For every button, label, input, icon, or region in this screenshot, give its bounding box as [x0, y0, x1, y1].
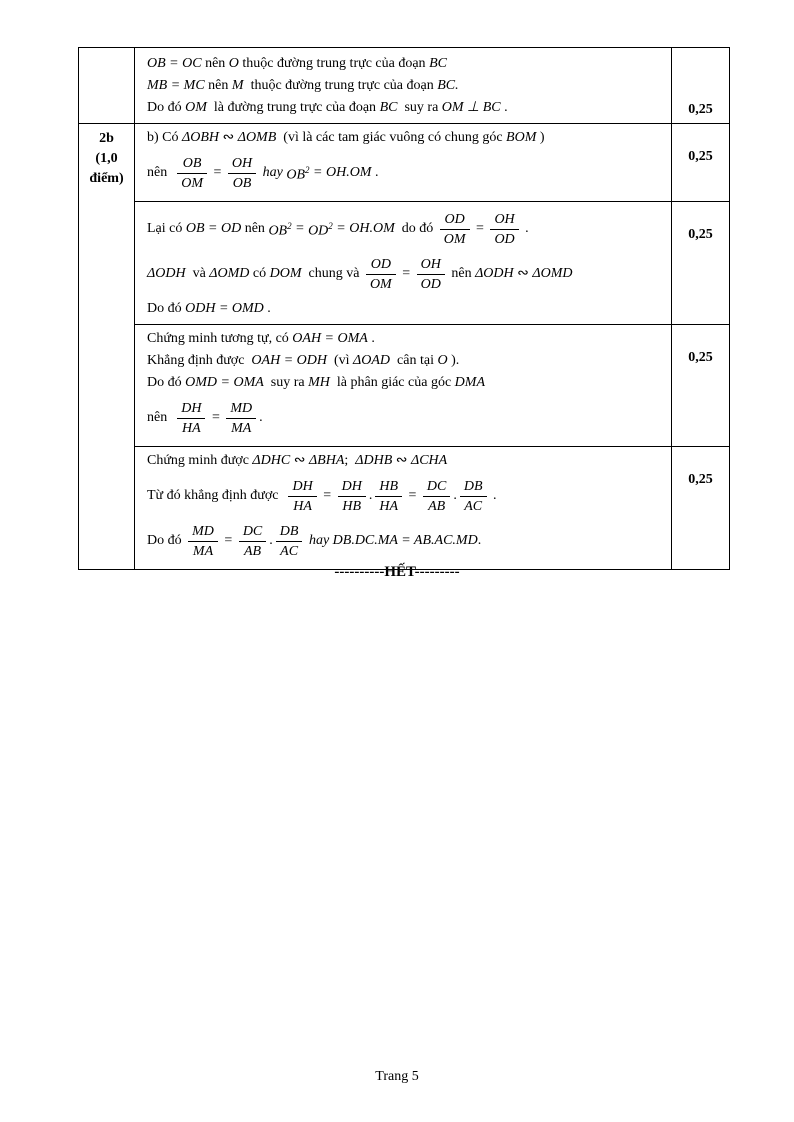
text-run: ).: [447, 353, 460, 368]
math-run: =: [291, 221, 309, 236]
page-number: Trang 5: [375, 1069, 419, 1084]
score-cell: [671, 447, 729, 569]
text-run: Khẳng định được: [147, 353, 252, 368]
table-subrow: [135, 446, 729, 569]
text-run: .: [489, 488, 497, 503]
content-line: [147, 372, 665, 394]
text-run: =: [405, 488, 420, 503]
score-cell: [671, 48, 729, 123]
math-fraction: [375, 477, 402, 516]
text-run: nên: [447, 266, 476, 281]
math-run: ΔBHA: [308, 453, 345, 468]
text-run: .: [269, 533, 273, 548]
math-run: $OB^2$: [286, 165, 310, 183]
fraction-denominator: HB: [342, 498, 362, 514]
text-run: suy ra: [397, 100, 442, 115]
content-line: [147, 152, 665, 194]
math-run: hay DB.DC.MA = AB.AC.MD: [305, 533, 478, 548]
table-subrow: [135, 124, 729, 201]
math-run: ΔOMD: [532, 266, 573, 281]
fraction-denominator: OB: [232, 175, 252, 191]
content-line: [147, 298, 665, 320]
math-run: ΔOMD: [209, 266, 250, 281]
math-fraction: [366, 255, 396, 294]
end-marker: ----------HẾT---------: [334, 564, 460, 580]
math-run: ΔDHC: [252, 453, 291, 468]
content-cell: [135, 202, 671, 324]
text-run: có: [249, 266, 270, 281]
fraction-denominator: AB: [428, 498, 446, 514]
fraction-denominator: HA: [293, 498, 312, 514]
text-run: .: [453, 488, 457, 503]
math-fraction: [239, 522, 266, 561]
content-line: [147, 475, 665, 517]
math-run: BOM: [506, 130, 537, 145]
table-row: [79, 48, 729, 123]
text-run: Chứng minh được: [147, 453, 253, 468]
text-run: cân tại: [390, 353, 438, 368]
math-run: ΔOBH: [182, 130, 219, 145]
fraction-numerator: MD: [188, 522, 218, 542]
fraction-numerator: DC: [239, 522, 266, 542]
text-run: .: [500, 100, 508, 115]
math-run: = OH.OM: [309, 165, 372, 180]
fraction-numerator: MD: [226, 399, 256, 419]
text-run: suy ra: [263, 375, 309, 390]
label-text: (1,0: [95, 151, 118, 166]
text-run: Do đó: [147, 533, 186, 548]
math-run: BC: [379, 100, 398, 115]
content-line: [147, 97, 665, 119]
fraction-numerator: DH: [177, 399, 205, 419]
math-run: DOM: [269, 266, 302, 281]
math-run: M: [231, 78, 244, 93]
math-fraction: [226, 399, 256, 438]
fraction-numerator: DC: [423, 477, 450, 497]
fraction-numerator: OH: [417, 255, 445, 275]
score-cell: [671, 202, 729, 324]
content-line: [147, 75, 665, 97]
text-run: là đường trung trực của đoạn: [206, 100, 380, 115]
content-line: [147, 127, 665, 149]
math-fraction: [177, 154, 207, 193]
text-run: =: [208, 410, 224, 425]
math-run: BC.: [437, 78, 459, 93]
fraction-denominator: OM: [443, 231, 466, 247]
table-subrow: [135, 201, 729, 324]
math-run: MH: [308, 375, 330, 390]
text-run: =: [220, 533, 236, 548]
math-fraction: [288, 477, 316, 516]
math-run: MB = MC: [147, 78, 205, 93]
math-run: DMA: [454, 375, 485, 390]
text-run: ∾: [513, 266, 533, 281]
math-fraction: [177, 399, 205, 438]
text-run: chung và: [301, 266, 363, 281]
fraction-denominator: OD: [420, 276, 441, 292]
math-fraction: [188, 522, 218, 561]
content-line: [147, 350, 665, 372]
subrow-container: [135, 124, 729, 569]
math-fraction: [228, 154, 256, 193]
math-run: hay: [259, 165, 287, 180]
math-run: BC: [429, 56, 447, 71]
text-run: ∾: [392, 453, 411, 468]
math-run: OM: [185, 100, 207, 115]
math-run: OB = OD: [185, 221, 242, 236]
score-value: 0,25: [688, 472, 713, 487]
text-run: =: [210, 165, 225, 180]
content-line: [147, 397, 665, 439]
text-run: .: [371, 165, 379, 180]
fraction-denominator: AC: [464, 498, 483, 514]
fraction-numerator: DB: [276, 522, 303, 542]
fraction-denominator: OD: [494, 231, 515, 247]
text-run: nên: [201, 56, 229, 71]
math-run: ΔDHB: [355, 453, 393, 468]
math-run: OMD = OMA: [185, 375, 264, 390]
fraction-numerator: OH: [228, 154, 256, 174]
math-run: ΔCHA: [411, 453, 448, 468]
text-run: Lại có: [147, 221, 186, 236]
text-run: .: [259, 410, 263, 425]
math-run: OM ⊥ BC: [441, 100, 501, 115]
score-value: 0,25: [688, 227, 713, 242]
math-fraction: [417, 255, 445, 294]
text-run: ∾: [219, 130, 238, 145]
score-value: 0,25: [688, 149, 713, 164]
text-run: nên: [147, 410, 175, 425]
math-run: ΔODH: [147, 266, 186, 281]
text-run: (vì: [326, 353, 354, 368]
text-run: và: [185, 266, 210, 281]
math-run: ΔOAD: [353, 353, 391, 368]
content-cell: [135, 447, 671, 569]
fraction-denominator: OM: [369, 276, 392, 292]
text-run: thuộc đường trung trực của đoạn: [243, 78, 438, 93]
text-run: Từ đó khẳng định được: [147, 488, 286, 503]
fraction-numerator: OB: [177, 154, 207, 174]
math-run: O: [228, 56, 239, 71]
content-cell: [135, 124, 671, 201]
table-row: [79, 123, 729, 569]
text-run: .: [368, 488, 373, 503]
math-run: = OH.OM: [332, 221, 395, 236]
score-cell: [671, 124, 729, 201]
label-text: điểm): [89, 171, 124, 186]
math-fraction: [276, 522, 303, 561]
text-run: ;: [344, 453, 356, 468]
text-run: .: [367, 331, 375, 346]
math-run: ΔOMB: [237, 130, 277, 145]
text-run: =: [398, 266, 414, 281]
math-fraction: [423, 477, 450, 516]
score-value: 0,25: [688, 350, 713, 365]
content-line: [147, 450, 665, 472]
fraction-numerator: DH: [338, 477, 366, 497]
text-run: thuộc đường trung trực của đoạn: [238, 56, 430, 71]
text-run: Chứng minh tương tự, có: [147, 331, 293, 346]
fraction-denominator: HA: [182, 420, 201, 436]
text-run: b) Có: [147, 130, 182, 145]
math-fraction: [440, 210, 470, 249]
text-run: là phân giác của góc: [329, 375, 455, 390]
math-fraction: [490, 210, 518, 249]
math-run: O: [437, 353, 448, 368]
math-run: ODH = OMD: [185, 301, 264, 316]
text-run: Do đó: [147, 375, 186, 390]
fraction-numerator: DB: [460, 477, 487, 497]
fraction-numerator: OD: [440, 210, 470, 230]
math-run: OB = OC: [147, 56, 202, 71]
text-run: =: [319, 488, 335, 503]
math-run: $OB^2$: [268, 221, 292, 239]
content-cell: [135, 325, 671, 446]
label-text: 2b: [99, 131, 114, 146]
fraction-denominator: HA: [379, 498, 398, 514]
fraction-numerator: OD: [366, 255, 396, 275]
text-run: nên: [241, 221, 269, 236]
text-run: .: [521, 221, 529, 236]
score-value: 0,25: [688, 102, 713, 117]
math-run: OAH = ODH: [251, 353, 327, 368]
table-subrow: [135, 324, 729, 446]
fraction-numerator: HB: [375, 477, 402, 497]
fraction-denominator: AB: [243, 543, 262, 559]
fraction-numerator: OH: [490, 210, 518, 230]
math-run: OAH = OMA: [292, 331, 368, 346]
math-fraction: [460, 477, 487, 516]
fraction-numerator: DH: [288, 477, 316, 497]
text-run: =: [472, 221, 488, 236]
fraction-denominator: AC: [280, 543, 299, 559]
content-line: [147, 53, 665, 75]
text-run: nên: [204, 78, 232, 93]
fraction-denominator: MA: [192, 543, 214, 559]
content-line: [147, 328, 665, 350]
text-run: .: [477, 533, 482, 548]
content-cell: [135, 48, 671, 123]
text-run: Do đó: [147, 301, 186, 316]
math-fraction: [338, 477, 366, 516]
label-cell: [79, 48, 135, 123]
fraction-denominator: MA: [231, 420, 252, 436]
fraction-denominator: OM: [181, 175, 203, 191]
content-line: [147, 253, 665, 295]
content-line: [147, 208, 665, 250]
text-run: .: [263, 301, 271, 316]
text-run: Do đó: [147, 100, 186, 115]
math-run: $OD^2$: [308, 221, 333, 239]
answer-table: [78, 47, 730, 570]
score-cell: [671, 325, 729, 446]
text-run: ): [536, 130, 545, 145]
text-run: do đó: [394, 221, 437, 236]
text-run: nên: [147, 165, 175, 180]
label-cell: [79, 124, 135, 569]
text-run: (vì là các tam giác vuông có chung góc: [276, 130, 507, 145]
content-line: [147, 520, 665, 562]
math-run: ΔODH: [475, 266, 514, 281]
text-run: ∾: [290, 453, 309, 468]
